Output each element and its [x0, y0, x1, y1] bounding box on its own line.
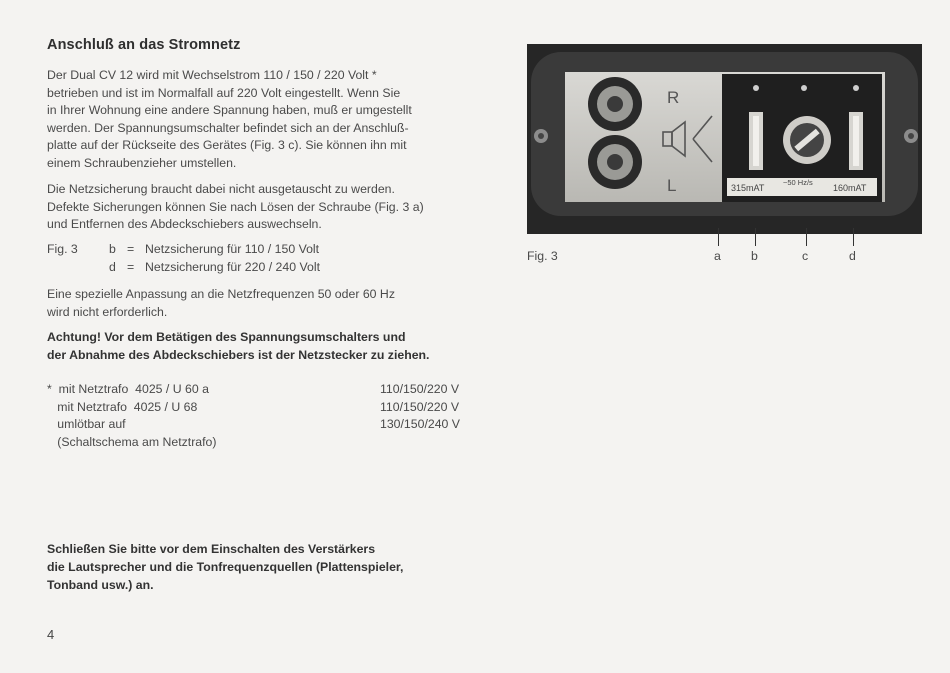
warning-line: der Abnahme des Abdeckschiebers ist der Netzstecker zu ziehen. [47, 348, 430, 362]
text-line: in Ihrer Wohnung eine andere Spannung haben, muß er umgestellt [47, 103, 412, 118]
trafo-model: * mit Netztrafo 4025 / U 60 a [47, 382, 209, 396]
leader-line [718, 228, 719, 246]
figure-label-a: a [714, 249, 721, 263]
text-line: Eine spezielle Anpassung an die Netzfrequenzen 50 oder 60 Hz [47, 287, 395, 301]
text-line: Die Netzsicherung braucht dabei nicht ausgetauscht zu werden. [47, 182, 395, 196]
leader-line [755, 228, 756, 246]
leader-line [806, 228, 807, 246]
table-row [47, 381, 467, 399]
table-row [47, 416, 467, 434]
legend-equals: = [127, 260, 135, 274]
paragraph-frequency [47, 286, 472, 321]
paragraph-fuse [47, 181, 472, 234]
trafo-voltage: 130/150/240 V [380, 417, 461, 432]
text-line: einem Schraubenzieher umstellen. [47, 155, 237, 170]
table-row [47, 434, 467, 452]
trafo-model: umlötbar auf [47, 417, 126, 432]
screw-icon [753, 85, 759, 91]
legend-equals: = [127, 242, 135, 256]
closing-line: Tonband usw.) an. [47, 578, 154, 592]
fuse-rating-label: 315mAT [731, 183, 765, 193]
connection-panel-photo [527, 44, 922, 234]
trafo-voltage: 110/150/220 V [380, 399, 460, 414]
fuse-rating-label: ~50 Hz/s [783, 178, 813, 187]
legend-text: Netzsicherung für 220 / 240 Volt [145, 260, 320, 274]
screw-icon [853, 85, 859, 91]
warning-notice [47, 328, 429, 364]
text-line: Defekte Sicherungen können Sie nach Lösen der Schraube (Fig. 3 a) [47, 199, 424, 214]
text-line: und Entfernen des Abdeckschiebers auswechseln. [47, 217, 322, 232]
channel-label: R [667, 88, 680, 107]
legend-key: b [109, 242, 116, 256]
figure-label-b: b [751, 249, 758, 263]
figure-caption: Fig. 3 [527, 249, 558, 263]
text-line: wird nicht erforderlich. [47, 304, 168, 319]
fuse-rating-label: 160mAT [833, 183, 867, 193]
screw-icon [801, 85, 807, 91]
closing-line: die Lautsprecher und die Tonfrequenzquellen (Plattenspieler, [47, 560, 404, 574]
legend-key: d [109, 260, 116, 274]
text-line: betrieben und ist im Normalfall auf 220 Volt eingestellt. Wenn Sie [47, 85, 401, 100]
trafo-model: mit Netztrafo 4025 / U 68 [47, 399, 198, 414]
closing-notice [47, 540, 403, 594]
page-number: 4 [47, 627, 55, 642]
table-row [47, 399, 467, 417]
connection-panel-illustration [527, 44, 922, 234]
leader-line [853, 228, 854, 246]
paragraph-voltage [47, 67, 472, 173]
figure-label-d: d [849, 249, 856, 263]
text-line: Der Dual CV 12 wird mit Wechselstrom 110 / 150 / 220 Volt * [47, 68, 377, 82]
figure-label-c: c [802, 249, 809, 263]
text-line: platte auf der Rückseite des Gerätes (Fig. 3 c). Sie können ihn mit [47, 138, 407, 153]
transformer-table [47, 381, 467, 451]
closing-line: Schließen Sie bitte vor dem Einschalten des Verstärkers [47, 542, 376, 556]
text-line: werden. Der Spannungsumschalter befindet sich an der Anschluß- [47, 120, 409, 135]
trafo-voltage: 110/150/220 V [380, 382, 460, 396]
trafo-note: (Schaltschema am Netztrafo) [47, 434, 217, 449]
figure-legend-label: Fig. 3 [47, 242, 78, 256]
channel-label: L [667, 176, 677, 195]
warning-line: Achtung! Vor dem Betätigen des Spannungsumschalters und [47, 330, 406, 344]
section-title: Anschluß an das Stromnetz [47, 37, 241, 53]
legend-text: Netzsicherung für 110 / 150 Volt [145, 242, 320, 256]
